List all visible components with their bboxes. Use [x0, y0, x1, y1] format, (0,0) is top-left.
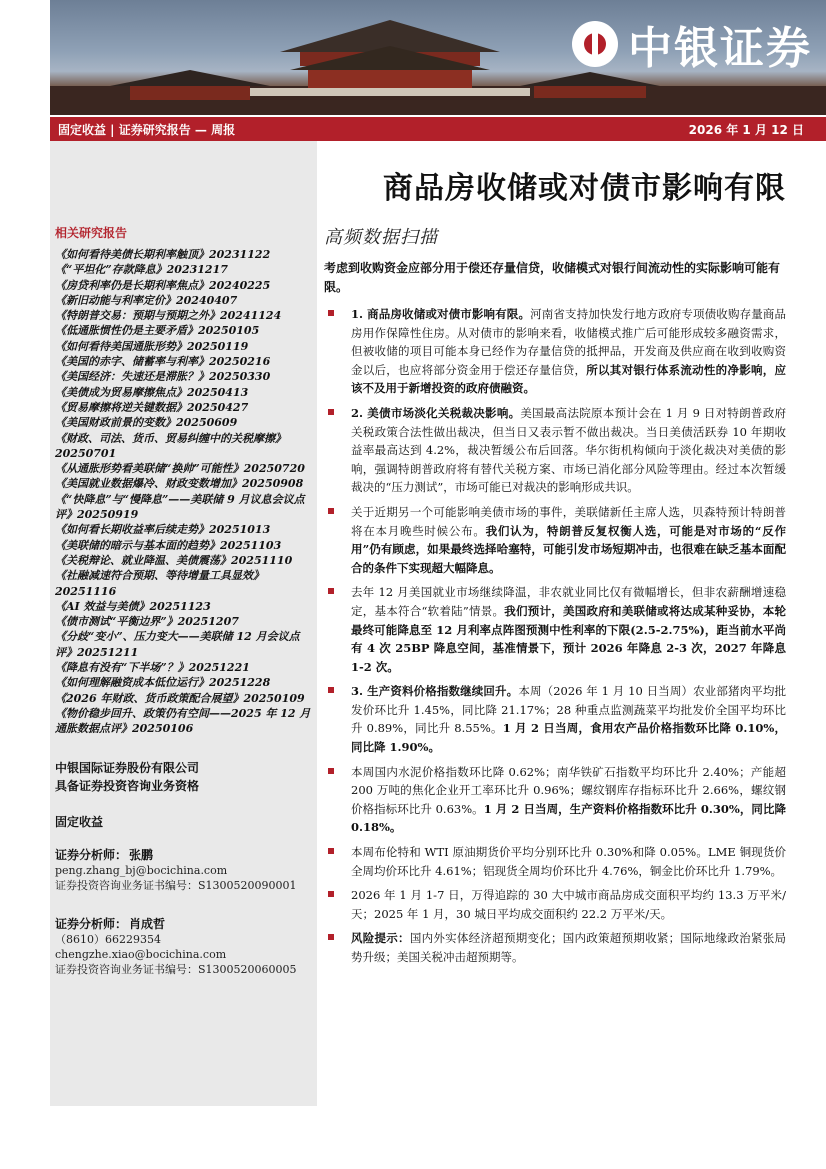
key-point [324, 763, 786, 837]
analyst-email[interactable]: chengzhe.xiao@bocichina.com [55, 947, 227, 961]
key-point-lead: 3. 生产资料价格指数继续回升。 [351, 684, 519, 699]
related-report-item[interactable]: 《“快降息”与“慢降息”——美联储 9 月议息会议点评》20250919 [55, 492, 305, 522]
related-report-item[interactable]: 《如何看长期收益率后续走势》20251013 [55, 523, 271, 537]
related-report-item[interactable]: 《2026 年财政、货币政策配合展望》20250109 [55, 691, 305, 705]
related-reports-list [55, 247, 313, 737]
related-report-item[interactable]: 《AI 效益与美债》20251123 [55, 599, 211, 613]
sidebar [50, 141, 317, 1106]
key-points-list [324, 305, 786, 967]
related-report-item[interactable]: 《贸易摩擦将逆关键数据》20250427 [55, 400, 249, 414]
related-report-item[interactable]: 《特朗普交易：预期与预期之外》20241124 [55, 309, 282, 323]
related-report-item[interactable]: 《如何看待美国通胀形势》20250119 [55, 339, 249, 353]
analyst-phone: （8610）66229354 [55, 932, 161, 946]
header-banner [50, 0, 826, 115]
analyst-cert: 证券投资咨询业务证书编号：S1300520060005 [55, 962, 297, 976]
key-point [324, 583, 786, 676]
key-point-body: 去年 12 月美国就业市场继续降温，非农就业同比仅有微幅增长，但非农薪酬增速稳定，基本符合“软着陆”情景。 [351, 585, 786, 618]
key-point-conclusion: 1 月 2 日当周，食用农产品价格指数环比降 0.10%，同比降 1.90%。 [351, 721, 786, 755]
company-name: 中银国际证券股份有限公司 [55, 760, 200, 775]
related-report-item[interactable]: 《房贷利率仍是长期利率焦点》20240225 [55, 278, 271, 292]
key-point [324, 305, 786, 398]
related-report-item[interactable]: 《从通胀形势看美联储“换帅”可能性》20250720 [55, 462, 305, 476]
related-report-item[interactable]: 《美国就业数据爆冷、财政变数增加》20250908 [55, 477, 304, 491]
report-subtitle: 高频数据扫描 [324, 227, 438, 248]
related-report-item[interactable]: 《“平坦化”存款降息》20231217 [55, 263, 228, 277]
company-info [55, 759, 313, 795]
key-point [324, 682, 786, 756]
key-point-conclusion: 所以其对银行体系流动性的净影响，应该不及用于新增投资的政府债融资。 [351, 362, 787, 396]
key-point-lead: 风险提示： [351, 931, 410, 946]
related-report-item[interactable]: 《美联储的暗示与基本面的趋势》20251103 [55, 538, 282, 552]
key-point-conclusion: 我们认为，特朗普反复权衡人选，可能是对市场的“反作用”仍有顾虑，如果最终选择哈塞特，可能引发市场短期冲击，也很难在缺乏基本面配合的条件下实现超大幅降息。 [351, 523, 786, 575]
analyst-block [55, 844, 313, 893]
related-report-item[interactable]: 《降息有没有“下半场”？》20251221 [55, 661, 250, 675]
report-summary: 考虑到收购资金应部分用于偿还存量信贷，收储模式对银行间流动性的实际影响可能有限。 [324, 261, 781, 294]
key-point [324, 503, 786, 577]
key-point [324, 404, 786, 497]
related-report-item[interactable]: 《财政、司法、货币、贸易纠缠中的关税摩擦》20250701 [55, 431, 286, 460]
key-point-body: 本周国内水泥价格指数环比降 0.62%；南华铁矿石指数平均环比升 2.40%；产能超 200 万吨的焦化企业开工率环比升 0.96%；螺纹钢库存指标环比升 2.66%，螺纹钢价格指标环比升 0.63%。 [351, 764, 786, 816]
key-point-body: 河南省支持加快发行地方政府专项债收购存量商品房用作保障性住房。从对债市的影响来看，收储模式推广后可能形成较多融资需求，但被收储的项目可能本身已经作为存量信贷的抵押品，开发商及供应商在收到收购资金以后，也应将部分资金用于偿还存量信贷， [351, 307, 786, 377]
boc-logo-icon [572, 21, 618, 67]
related-report-item[interactable]: 《如何理解融资成本低位运行》20251228 [55, 676, 271, 690]
analyst-name: 张鹏 [129, 847, 154, 862]
related-report-item[interactable]: 《新旧动能与利率定价》20240407 [55, 293, 238, 307]
key-point-lead: 1. 商品房收储或对债市影响有限。 [351, 307, 531, 321]
company-qualification: 具备证券投资咨询业务资格 [55, 778, 200, 793]
report-date: 2026 年 1 月 12 日 [688, 123, 804, 137]
related-reports-heading: 相关研究报告 [55, 226, 128, 240]
key-point [324, 929, 786, 966]
analyst-cert: 证券投资咨询业务证书编号：S1300520090001 [55, 878, 297, 892]
sector-label: 固定收益 [55, 814, 104, 829]
key-point-body: 本周（2026 年 1 月 10 日当周）农业部猪肉平均批发价环比升 1.45%，同比降 21.17%；28 种重点监测蔬菜平均批发价全国平均环比升 0.89%，同比升 8.55%。 [351, 684, 786, 736]
report-category: 固定收益 | 证券研究报告 — 周报 [58, 123, 236, 137]
sidebar-content [55, 224, 313, 977]
related-report-item[interactable]: 《美债成为贸易摩擦焦点》20250413 [55, 385, 249, 399]
related-report-item[interactable]: 《物价稳步回升、政策仍有空间——2025 年 12 月通胀数据点评》20250106 [55, 706, 311, 736]
key-point-body: 2026 年 1 月 1-7 日，万得追踪的 30 大中城市商品房成交面积平均约 13.3 万平米/天；2025 年 1 月，30 城日平均成交面积约 22.2 万平米/天。 [351, 888, 786, 921]
analyst-role: 证券分析师： [55, 916, 128, 931]
related-report-item[interactable]: 《低通胀惯性仍是主要矛盾》20250105 [55, 324, 260, 338]
analyst-role: 证券分析师： [55, 847, 128, 862]
report-category-bar [50, 117, 826, 141]
related-report-item[interactable]: 《如何看待美债长期利率触顶》20231122 [55, 248, 271, 261]
related-report-item[interactable]: 《美国财政前景的变数》20250609 [55, 416, 238, 430]
analyst-name: 肖成哲 [129, 916, 166, 931]
key-point-body: 关于近期另一个可能影响美债市场的事件，美联储新任主席人选，贝森特预计特朗普将在本月晚些时候公布。 [351, 504, 786, 538]
key-point [324, 886, 786, 923]
analyst-email[interactable]: peng.zhang_bj@bocichina.com [55, 863, 228, 877]
key-point-body: 国内外实体经济超预期变化；国内政策超预期收紧；国际地缘政治紧张局势升级；美国关税冲击超预期等。 [351, 931, 787, 964]
brand-logo [572, 12, 812, 76]
key-point-body: 本周布伦特和 WTI 原油期货价平均分别环比升 0.30%和降 0.05%。LME 铜现货价全周均价环比升 4.61%；铝现货全周均价环比升 4.76%，铜金比价环比升 1.79%。 [351, 845, 786, 878]
key-point [324, 843, 786, 880]
key-point-lead: 2. 美债市场淡化关税裁决影响。 [351, 405, 521, 420]
related-report-item[interactable]: 《社融减速符合预期、等待增量工具显效》20251116 [55, 569, 264, 598]
key-point-conclusion: 1 月 2 日当周，生产资料价格指数环比升 0.30%，同比降 0.18%。 [351, 801, 786, 835]
related-report-item[interactable]: 《美国经济：失速还是滞胀？》20250330 [55, 370, 271, 384]
main-content [324, 141, 786, 973]
related-report-item[interactable]: 《债市测试“平衡边界”》20251207 [55, 615, 239, 629]
brand-name: 中银证券 [628, 23, 812, 74]
related-report-item[interactable]: 《关税辩论、就业降温、美债震荡》20251110 [55, 553, 293, 567]
analyst-block [55, 913, 313, 977]
related-report-item[interactable]: 《分歧“变小”、压力变大——美联储 12 月会议点评》20251211 [55, 630, 300, 659]
report-title: 商品房收储或对债市影响有限 [383, 171, 786, 206]
key-point-conclusion: 我们预计，美国政府和美联储或将达成某种妥协，本轮最终可能降息至 12 月利率点阵图预测中性利率的下限(2.5-2.75%)，距当前水平尚有 4 次 25BP 降息空间，基准情景下，预计 2026 年降息 2-3 次，2027 年降息 1-2 次。 [351, 603, 787, 674]
related-report-item[interactable]: 《美国的赤字、储蓄率与利率》20250216 [55, 355, 271, 369]
key-point-body: 美国最高法院原本预计会在 1 月 9 日对特朗普政府关税政策合法性做出裁决，但当日又表示暂不做出裁决。当日美债活跃券 10 年期收益率最高达到 4.2%，裁决暂缓公布后回落。华尔街机构倾向于淡化裁决对美债的影响，强调特朗普政府将有替代关税方案、市场已消化部分风险等理由。经过本次暂缓裁决的“压力测试”，市场可能已对裁决的影响形成共识。 [351, 405, 786, 495]
